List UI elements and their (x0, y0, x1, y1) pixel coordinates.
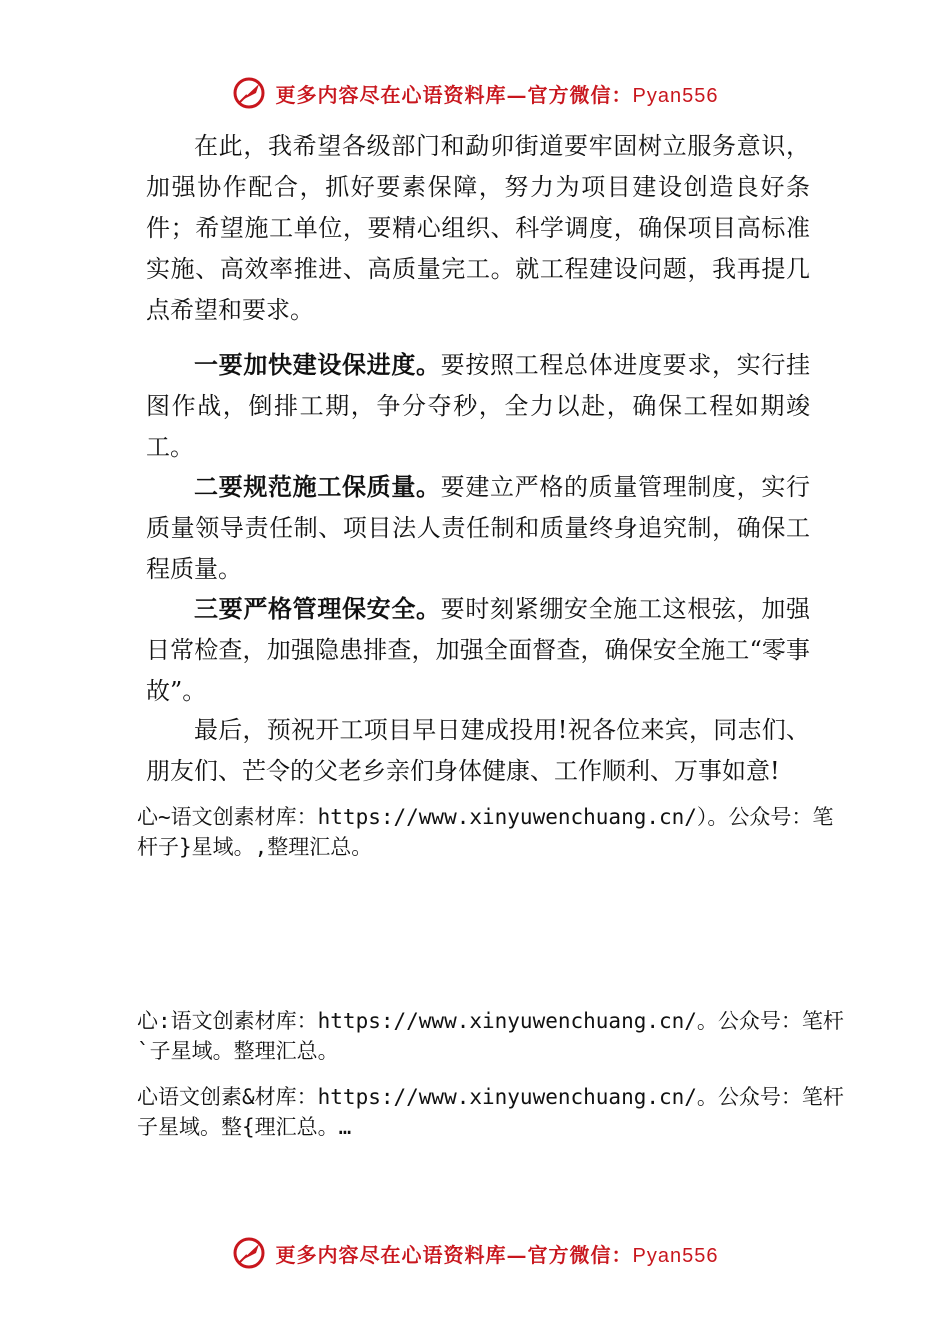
paragraph-safety-heading: 三要严格管理保安全。 (194, 595, 441, 623)
paragraph-progress-heading: 一要加快建设保进度。 (194, 351, 441, 379)
wechat-id: Pyan556 (632, 1244, 719, 1267)
header-banner (0, 71, 950, 115)
banner-text: 更多内容尽在心语资料库—官方微信：Pyan556 (275, 82, 719, 107)
paragraph-quality-heading: 二要规范施工保质量。 (194, 473, 441, 501)
quill-seal-logo (232, 1236, 266, 1270)
source-note: 心~语文创素材库：https://www.xinyuwenchuang.cn/）。公众号：笔杆子}星域。,整理汇总。 (137, 805, 834, 859)
paragraph-safety (146, 589, 810, 712)
paragraph-quality (146, 467, 810, 590)
paragraph-safety-body: 要时刻紧绷安全施工这根弦，加强日常检查，加强隐患排查，加强全面督查，确保安全施工“零事故”。 (146, 595, 811, 705)
wechat-id: Pyan556 (632, 84, 719, 107)
paragraph-progress (146, 345, 810, 468)
footer-banner (0, 1231, 950, 1275)
quill-seal-logo (232, 76, 266, 110)
paragraph-intro: 在此，我希望各级部门和勐卯街道要牢固树立服务意识，加强协作配合，抓好要素保障，努力为项目建设创造良好条件；希望施工单位，要精心组织、科学调度，确保项目高标准实施、高效率推进、高质量完工。就工程建设问题，我再提几点希望和要求。 (146, 132, 810, 324)
banner-text: 更多内容尽在心语资料库—官方微信：Pyan556 (275, 1242, 719, 1267)
source-note: 心语文创素&材库：https://www.xinyuwenchuang.cn/。公众号：笔杆子星域。整{理汇总。… (137, 1085, 844, 1139)
paragraph-progress-body: 要按照工程总体进度要求，实行挂图作战，倒排工期，争分夺秒，全力以赴，确保工程如期竣工。 (146, 351, 811, 461)
source-note: 心:语文创素材库：https://www.xinyuwenchuang.cn/。公众号：笔杆`子星域。整理汇总。 (137, 1009, 844, 1063)
paragraph-closing: 最后，预祝开工项目早日建成投用!祝各位来宾，同志们、朋友们、芒令的父老乡亲们身体健康、工作顺利、万事如意! (146, 716, 810, 785)
paragraph-quality-body: 要建立严格的质量管理制度，实行质量领导责任制、项目法人责任制和质量终身追究制，确保工程质量。 (146, 473, 811, 583)
